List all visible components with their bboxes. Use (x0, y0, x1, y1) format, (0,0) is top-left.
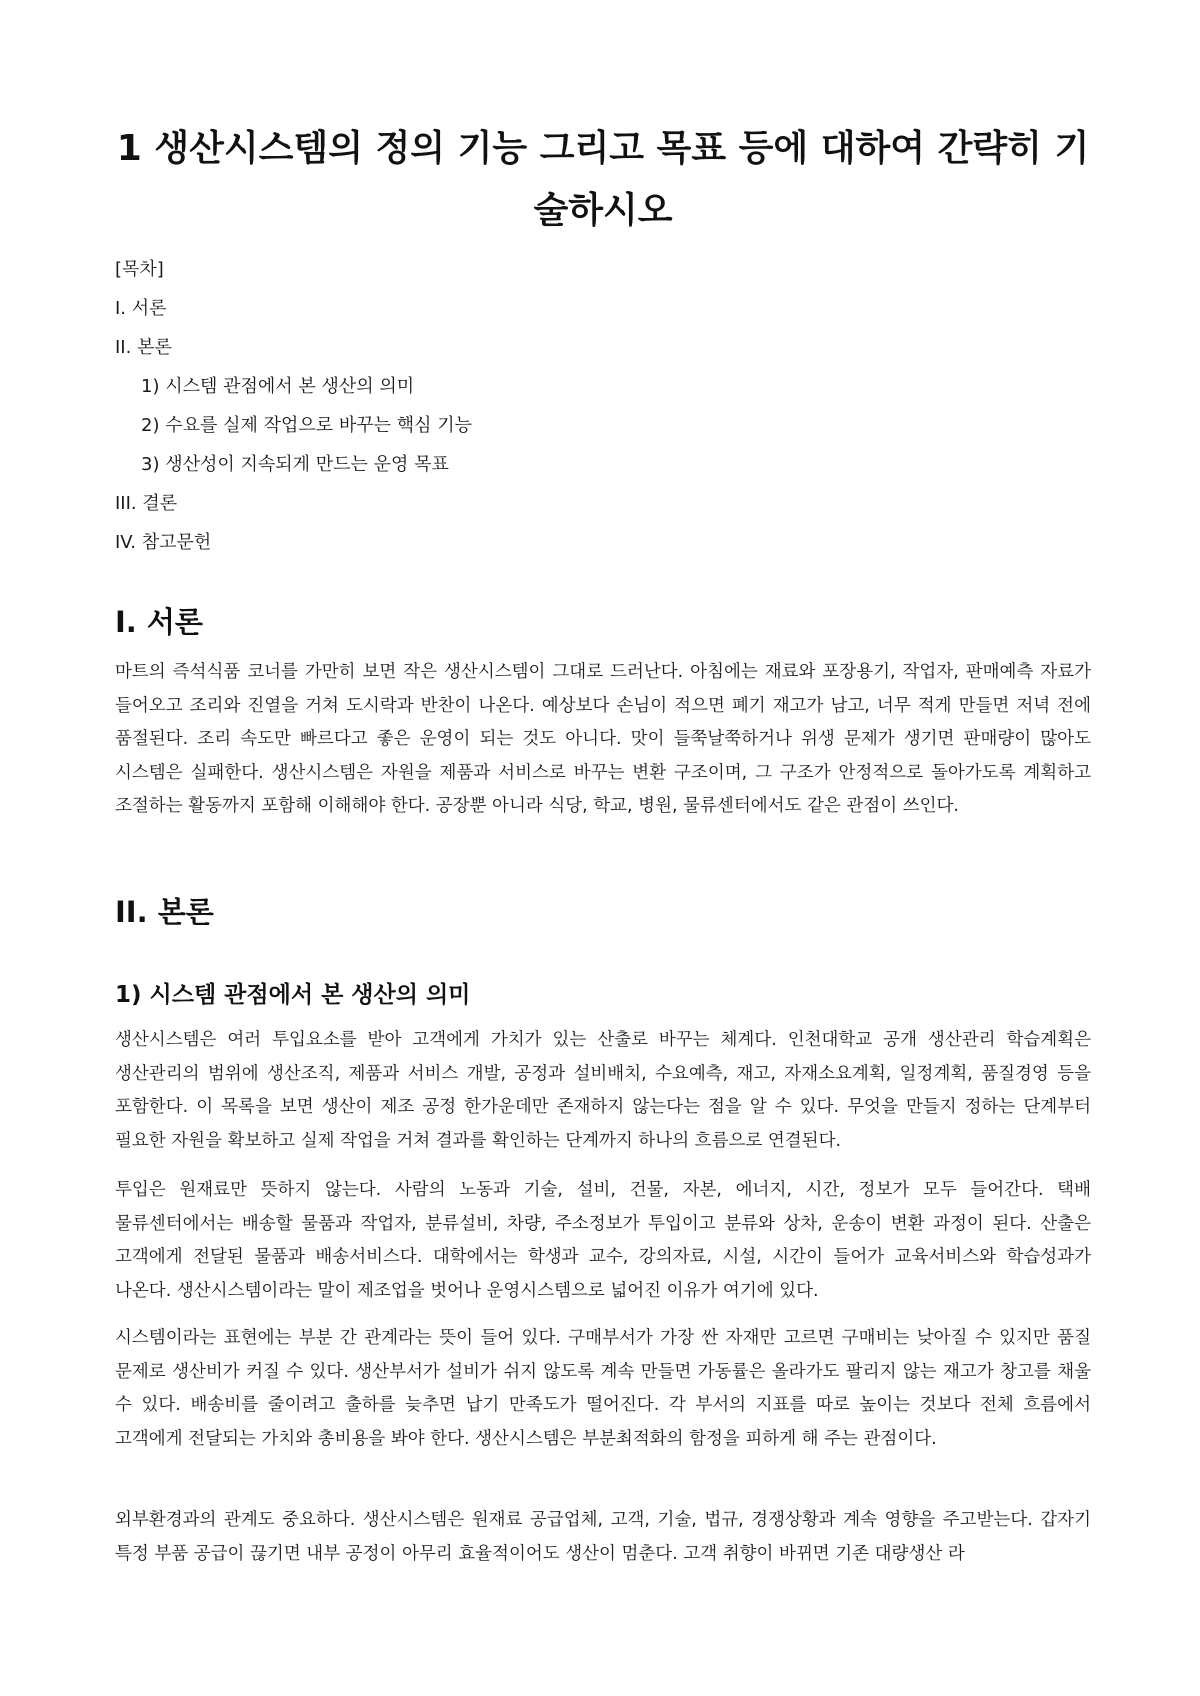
body-paragraph: 외부환경과의 관계도 중요하다. 생산시스템은 원재료 공급업체, 고객, 기술, 법규, 경쟁상황과 계속 영향을 주고받는다. 갑자기 특정 부품 공급이 끊기면 내부 공정이 아무리 효율적이어도 생산이 멈춘다. 고객 취향이 바뀌면 기존 대량생산 라 (115, 1510, 1091, 1564)
page-title: 1 생산시스템의 정의 기능 그리고 목표 등에 대하여 간략히 기술하시오 (116, 128, 1090, 231)
section-heading-body: II. 본론 (115, 895, 214, 929)
toc-subitem: 3) 생산성이 지속되게 만드는 운영 목표 (141, 454, 449, 475)
toc-subitem: 1) 시스템 관점에서 본 생산의 의미 (141, 376, 415, 397)
introduction-paragraph: 마트의 즉석식품 코너를 가만히 보면 작은 생산시스템이 그대로 드러난다. 아침에는 재료와 포장용기, 작업자, 판매예측 자료가 들어오고 조리와 진열을 거쳐 도시락과 반찬이 나온다. 예상보다 손님이 적으면 폐기 재고가 남고, 너무 적게 만들면 저녁 전에 품절된다. 조리 속도만 빠르다고 좋은 운영이 되는 것도 아니다. 맛이 들쭉날쭉하거나 위생 문제가 생기면 판매량이 많아도 시스템은 실패한다. 생산시스템은 자원을 제품과 서비스로 바꾸는 변환 구조이며, 그 구조가 안정적으로 돌아가도록 계획하고 조절하는 활동까지 포함해 이해해야 한다. 공장뿐 아니라 식당, 학교, 병원, 물류센터에서도 같은 관점이 쓰인다. (115, 662, 1091, 816)
toc-item: II. 본론 (115, 337, 172, 358)
toc-item: IV. 참고문헌 (115, 532, 212, 553)
table-of-contents (115, 250, 1091, 562)
body-paragraph: 시스템이라는 표현에는 부분 간 관계라는 뜻이 들어 있다. 구매부서가 가장 싼 자재만 고르면 구매비는 낮아질 수 있지만 품질 문제로 생산비가 커질 수 있다. 생산부서가 설비가 쉬지 않도록 계속 만들면 가동률은 올라가도 팔리지 않는 재고가 창고를 채울 수 있다. 배송비를 줄이려고 출하를 늦추면 납기 만족도가 떨어진다. 각 부서의 지표를 따로 높이는 것보다 전체 흐름에서 고객에게 전달되는 가치와 총비용을 봐야 한다. 생산시스템은 부분최적화의 함정을 피하게 해 주는 관점이다. (115, 1328, 1091, 1449)
toc-item: I. 서론 (115, 298, 167, 319)
body-paragraph: 생산시스템은 여러 투입요소를 받아 고객에게 가치가 있는 산출로 바꾸는 체계다. 인천대학교 공개 생산관리 학습계획은 생산관리의 범위에 생산조직, 제품과 서비스 개발, 공정과 설비배치, 수요예측, 재고, 자재소요계획, 일정계획, 품질경영 등을 포함한다. 이 목록을 보면 생산이 제조 공정 한가운데만 존재하지 않는다는 점을 알 수 있다. 무엇을 만들지 정하는 단계부터 필요한 자원을 확보하고 실제 작업을 거쳐 결과를 확인하는 단계까지 하나의 흐름으로 연결된다. (115, 1030, 1091, 1151)
body-paragraph: 투입은 원재료만 뜻하지 않는다. 사람의 노동과 기술, 설비, 건물, 자본, 에너지, 시간, 정보가 모두 들어간다. 택배 물류센터에서는 배송할 물품과 작업자, 분류설비, 차량, 주소정보가 투입이고 분류와 상차, 운송이 변환 과정이 된다. 산출은 고객에게 전달된 물품과 배송서비스다. 대학에서는 학생과 교수, 강의자료, 시설, 시간이 들어가 교육서비스와 학습성과가 나온다. 생산시스템이라는 말이 제조업을 벗어나 운영시스템으로 넓어진 이유가 여기에 있다. (115, 1180, 1091, 1301)
subsection-heading: 1) 시스템 관점에서 본 생산의 의미 (115, 982, 471, 1008)
toc-item: III. 결론 (115, 493, 178, 514)
toc-subitem: 2) 수요를 실제 작업으로 바꾸는 핵심 기능 (141, 415, 473, 436)
toc-heading: [목차] (115, 259, 164, 280)
section-heading-introduction: I. 서론 (115, 605, 203, 639)
